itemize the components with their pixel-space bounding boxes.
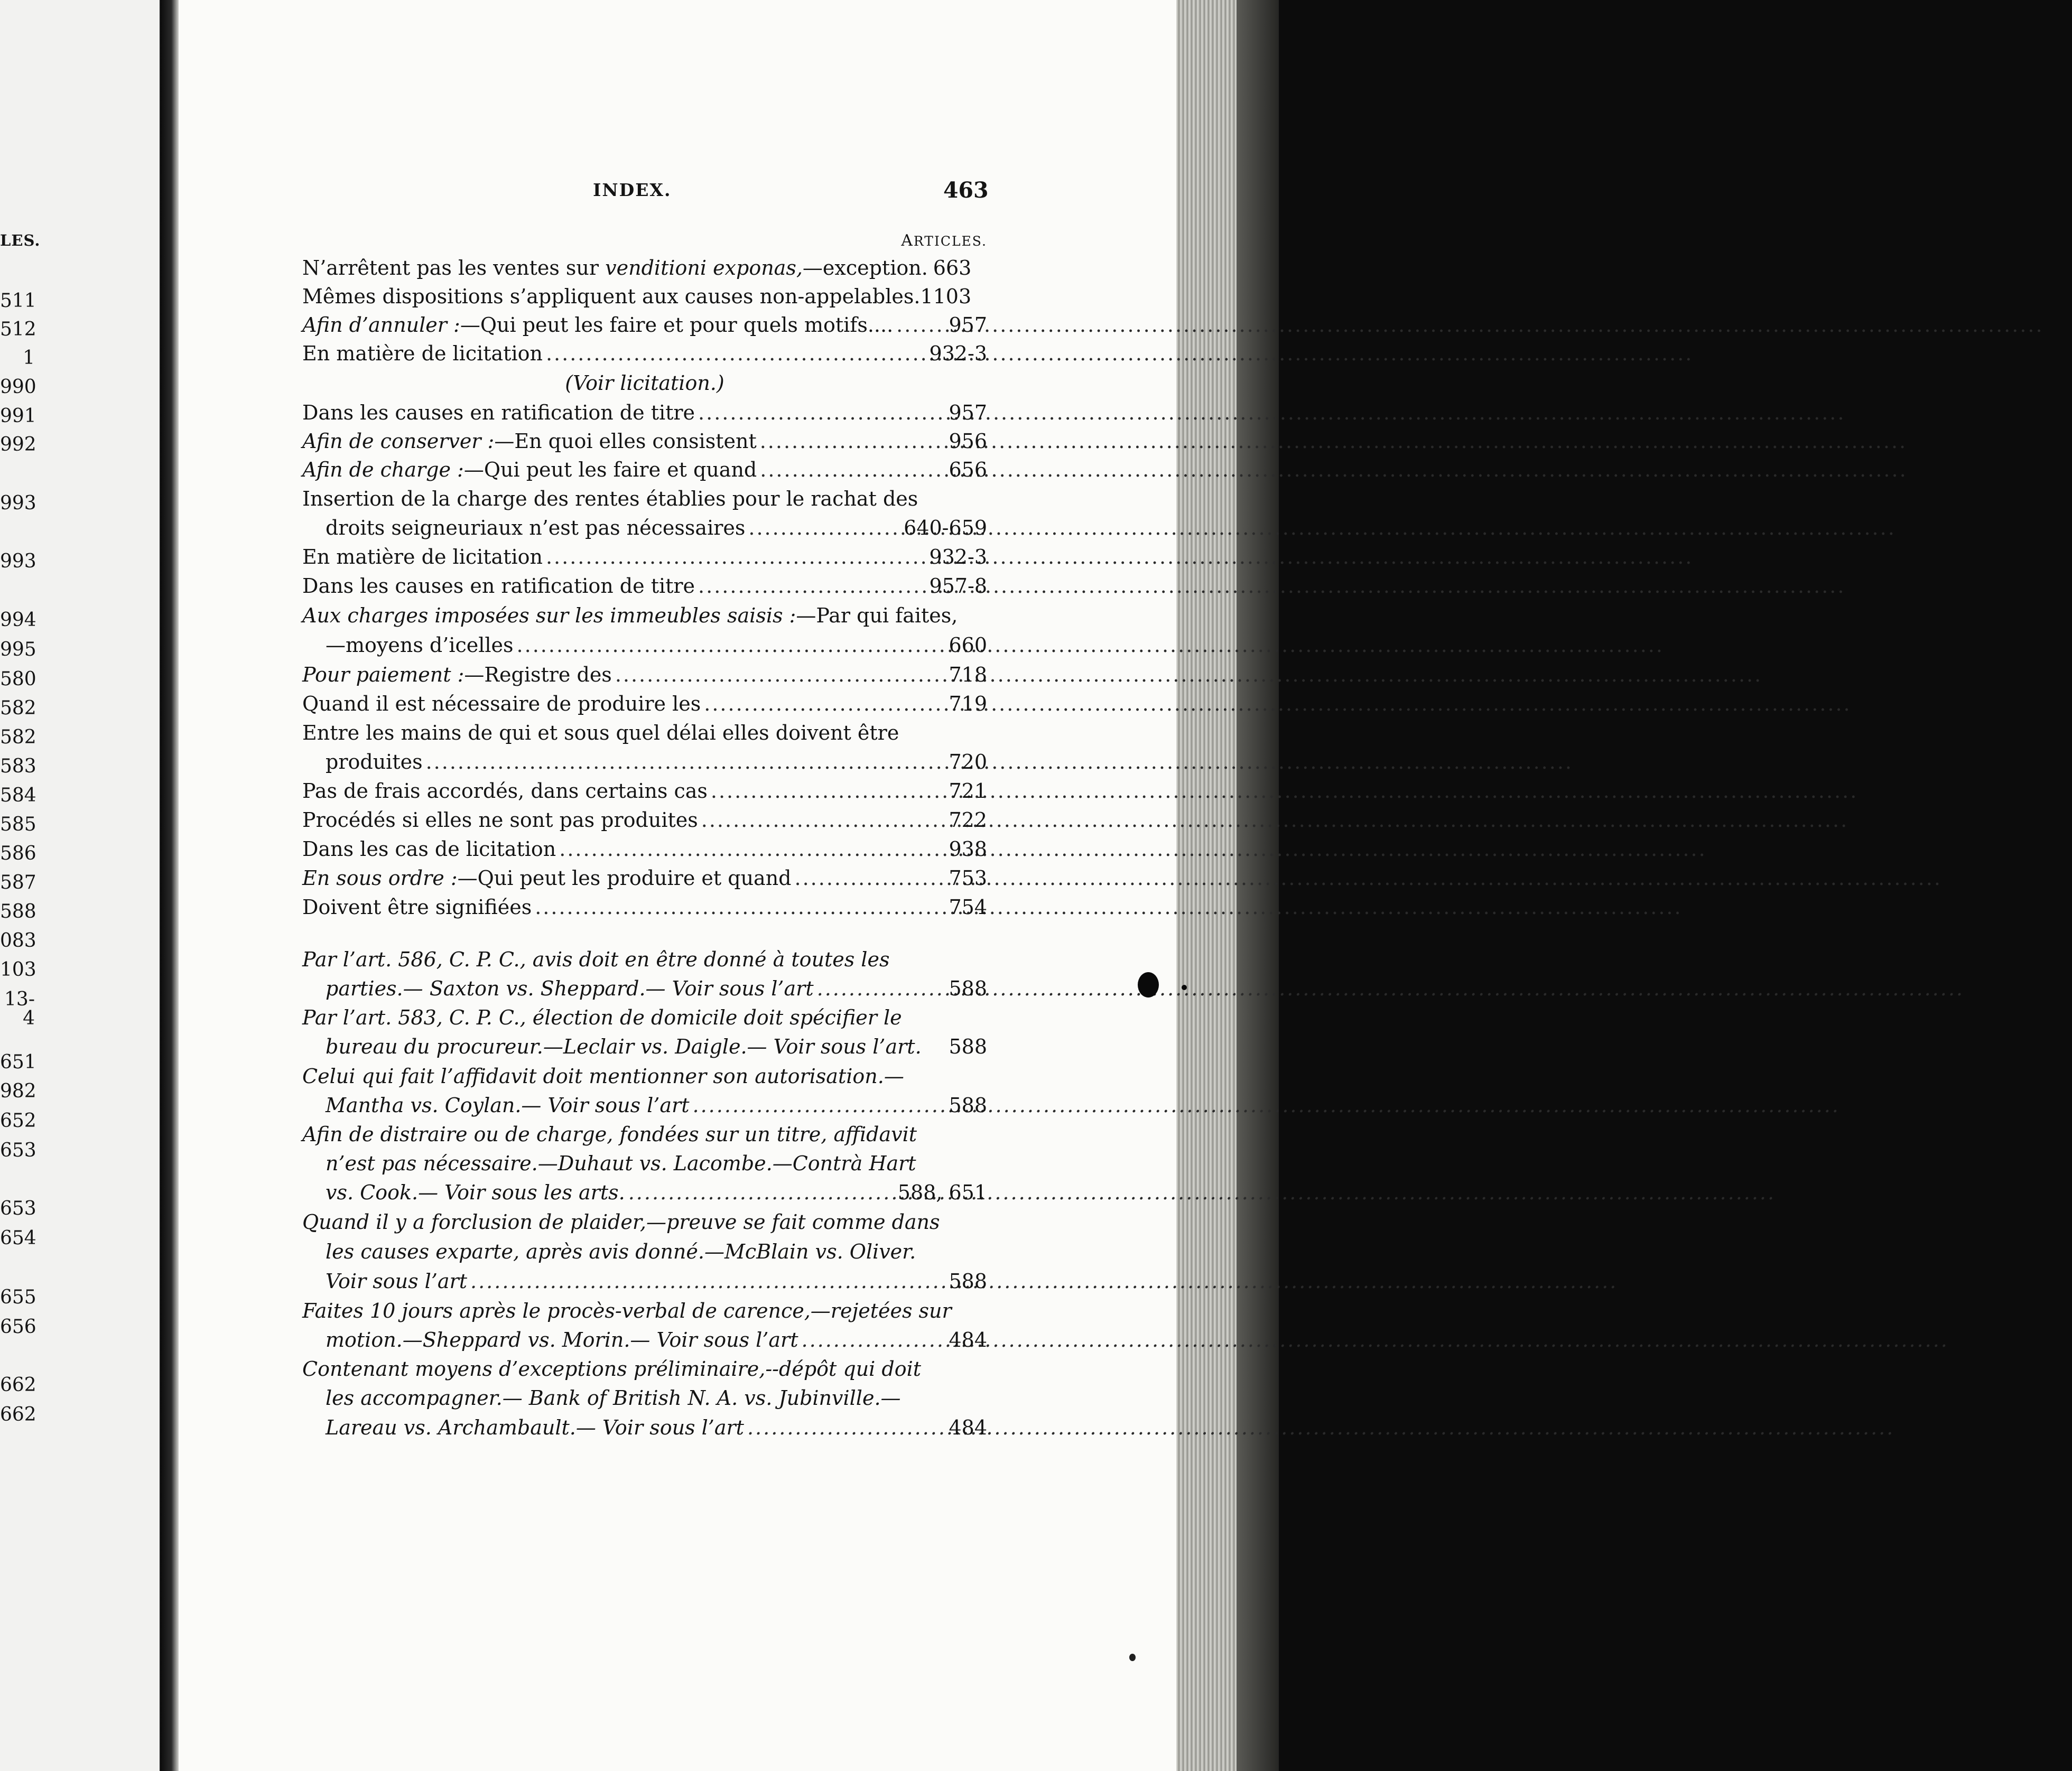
entry-text: les accompagner.— Bank of British N. A. vs. Jubinville.— [326,1386,901,1410]
entry-text: Par l’art. 583, C. P. C., élection de domicile doit spécifier le [302,1006,902,1029]
facing-page-number: 584 [0,785,36,806]
facing-page-number: 654 [0,1227,36,1249]
entry-article-number: 957 [949,313,987,337]
dot-leader [546,343,926,363]
book-gutter-shadow [161,0,179,1771]
page-number: 463 [943,178,989,203]
facing-page-number: 991 [0,405,36,427]
index-entry [302,665,987,685]
dot-leader [698,576,926,596]
facing-page-number: 580 [0,668,36,690]
index-entry [302,605,987,626]
entry-article-number: 1103 [920,285,972,308]
facing-page-number: 993 [0,492,36,514]
entry-article-number: 484 [949,1416,987,1439]
facing-page-number: 990 [0,376,36,398]
entry-article-number: 932-3 [929,545,987,568]
dot-leader [701,810,946,830]
entry-text: Voir sous l’art [326,1270,467,1293]
case-note [302,1124,987,1144]
running-header-title: INDEX. [593,180,672,200]
index-entry [302,723,987,743]
entry-article-number: 660 [949,633,987,657]
index-entry [302,897,987,917]
index-entry-continuation [326,635,987,655]
case-note [302,1359,987,1379]
entry-text: Pas de frais accordés, dans certains cas [302,779,708,803]
dot-leader [517,635,946,655]
entry-article-number: 484 [949,1328,987,1351]
index-entry [302,868,987,888]
facing-page-number: 583 [0,756,36,777]
entry-text: les causes exparte, après avis donné.—McBlain vs. Oliver. [326,1240,916,1263]
entry-text: Mantha vs. Coylan.— Voir sous l’art [326,1094,690,1117]
case-note-continuation [326,1418,987,1438]
entry-text: droits seigneuriaux n’est pas nécessaires [326,516,746,539]
facing-page-number: 582 [0,726,36,748]
facing-page-number: 653 [0,1140,36,1161]
dot-leader [748,518,900,538]
dot-leader [426,752,946,772]
ink-blot-mark [1138,972,1159,998]
dot-leader [760,431,946,451]
dot-leader [559,839,945,859]
facing-page-number: 13-4 [4,989,35,1029]
dot-leader [711,781,946,801]
dot-leader [817,978,946,999]
facing-page-number: 652 [0,1110,36,1132]
case-note-continuation [326,1388,987,1408]
entry-article-number: 588 [949,1270,987,1293]
dot-leader [760,460,945,480]
facing-page-number: 993 [0,551,36,572]
facing-page-number: 655 [0,1287,36,1308]
index-entry [302,781,987,801]
entry-article-number: 722 [949,808,987,832]
entry-article-number: 588 [949,1035,987,1058]
entry-text: Insertion de la charge des rentes établies pour le rachat des [302,487,918,510]
case-note [302,1008,987,1028]
entry-text: Aux charges imposées sur les immeubles saisis :—Par qui faites, [302,604,958,627]
entry-text: Afin d’annuler :—Qui peut les faire et pour quels motifs.... [302,313,894,337]
facing-page-number: 103 [0,959,36,981]
index-entry [302,694,987,714]
entry-article-number: 753 [949,866,987,890]
entry-text: N’arrêtent pas les ventes sur venditioni exponas,—exception. [302,256,928,279]
facing-page-strip [0,0,163,1771]
index-entry [302,258,987,278]
index-entry [302,489,987,509]
articles-heading-initial: A [901,231,914,250]
entry-text: Celui qui fait l’affidavit doit mentionner son autorisation.— [302,1065,904,1088]
entry-article-number: 640-659 [904,516,987,539]
index-entry [302,286,987,306]
facing-page-number: 995 [0,639,36,660]
entry-article-number: 956 [949,430,987,453]
entry-text: motion.—Sheppard vs. Morin.— Voir sous l’art [326,1328,798,1351]
entry-text: En sous ordre :—Qui peut les produire et quand [302,866,792,890]
dot-leader [747,1418,946,1438]
articles-heading-rest: RTICLES. [913,234,987,249]
index-entry-continuation [326,752,987,772]
entry-article-number: 957-8 [929,574,987,598]
dot-leader [896,315,945,335]
entry-text: Afin de charge :—Qui peut les faire et quand [302,458,757,481]
entry-article-number: 718 [949,663,987,686]
facing-page-number: 982 [0,1080,36,1102]
facing-page-number: 994 [0,609,36,631]
entry-article-number: 656 [949,458,987,481]
entry-text: Mêmes dispositions s’appliquent aux causes non-appelables. [302,285,921,308]
entry-article-number: 720 [949,750,987,773]
entry-text: Quand il est nécessaire de produire les [302,692,701,715]
facing-page-number: 662 [0,1404,36,1425]
case-note-continuation [326,1242,987,1262]
case-note-continuation [326,1037,987,1057]
index-entry [302,460,987,480]
case-note-continuation [326,1182,987,1203]
case-note [302,1301,987,1321]
entry-text: Afin de conserver :—En quoi elles consistent [302,430,757,453]
dot-leader [698,403,945,423]
index-entry [302,431,987,451]
facing-page-number: 588 [0,901,36,922]
entry-text: Lareau vs. Archambault.— Voir sous l’art [326,1416,744,1439]
facing-page-number: 587 [0,872,36,893]
entry-text: Afin de distraire ou de charge, fondées sur un titre, affidavit [302,1123,917,1146]
case-note-continuation [326,1095,987,1115]
entry-text: Contenant moyens d’exceptions préliminaire,--dépôt qui doit [302,1357,922,1381]
entry-text: En matière de licitation [302,545,543,568]
ink-dot-mark [1182,985,1187,990]
entry-text: Par l’art. 586, C. P. C., avis doit en être donné à toutes les [302,948,890,971]
dot-leader [704,694,945,714]
entry-article-number: 938 [949,837,987,861]
cross-reference: (Voir licitation.) [565,371,724,395]
dot-leader [693,1095,946,1115]
facing-page-number: 586 [0,843,36,864]
index-entry [302,403,987,423]
case-note-continuation [326,1153,987,1173]
entry-text: Entre les mains de qui et sous quel délai elles doivent être [302,721,899,744]
entry-article-number: 663 [933,256,972,279]
index-entry [302,343,987,363]
entry-text: n’est pas nécessaire.—Duhaut vs. Lacombe.—Contrà Hart [326,1152,916,1175]
entry-text: Dans les cas de licitation [302,837,556,861]
dot-leader [801,1330,945,1350]
case-note [302,1212,987,1232]
case-note [302,949,987,970]
index-entry-continuation [326,518,987,538]
entry-text: En matière de licitation [302,342,543,365]
case-note-continuation [326,978,987,999]
facing-page-number: 582 [0,697,36,719]
dot-leader [470,1271,945,1291]
entry-article-number: 588 [949,977,987,1000]
facing-page-number: 651 [0,1051,36,1073]
dot-leader [535,897,945,917]
facing-page-number: 511 [0,290,36,312]
entry-text: Quand il y a forclusion de plaider,—preuve se fait comme dans [302,1210,940,1234]
facing-page-number: 585 [0,814,36,835]
facing-page-number: 1 [23,347,35,369]
entry-article-number: 932-3 [929,342,987,365]
dot-leader [546,547,926,567]
index-entry [302,839,987,859]
index-entry [302,810,987,830]
entry-text: Procédés si elles ne sont pas produites [302,808,698,832]
entry-article-number: 721 [949,779,987,803]
entry-text: Doivent être signifiées [302,896,532,919]
index-entry [302,315,987,335]
facing-page-number: 656 [0,1316,36,1338]
facing-page-number: 653 [0,1198,36,1219]
dot-leader [795,868,946,888]
facing-page-number: 662 [0,1374,36,1396]
entry-text: bureau du procureur.—Leclair vs. Daigle.— Voir sous l’art. [326,1035,922,1058]
articles-column-heading [881,231,987,250]
entry-text: —moyens d’icelles [326,633,514,657]
facing-page-number: 512 [0,319,36,340]
facing-page-number: 083 [0,930,36,952]
dot-leader [628,1182,895,1203]
case-note-continuation [326,1271,987,1291]
facing-page-column-heading: LES. [0,231,41,249]
dot-leader [615,665,946,685]
paper-speck-mark [1129,1654,1136,1661]
entry-text: Dans les causes en ratification de titre [302,401,695,424]
entry-text: produites [326,750,423,773]
index-entry [302,547,987,567]
facing-page-number: 992 [0,434,36,455]
entry-text: Dans les causes en ratification de titre [302,574,695,598]
entry-article-number: 754 [949,896,987,919]
entry-text: Pour paiement :—Registre des [302,663,612,686]
entry-text: parties.— Saxton vs. Sheppard.— Voir sous l’art [326,977,814,1000]
entry-article-number: 957 [949,401,987,424]
entry-article-number: 588 [949,1094,987,1117]
index-entry [302,576,987,596]
case-note-continuation [326,1330,987,1350]
entry-text: Faites 10 jours après le procès-verbal de carence,—rejetées sur [302,1299,952,1322]
entry-article-number: 588, 651 [897,1181,987,1204]
entry-text: vs. Cook.— Voir sous les arts. [326,1181,625,1204]
case-note [302,1066,987,1086]
entry-article-number: 719 [949,692,987,715]
